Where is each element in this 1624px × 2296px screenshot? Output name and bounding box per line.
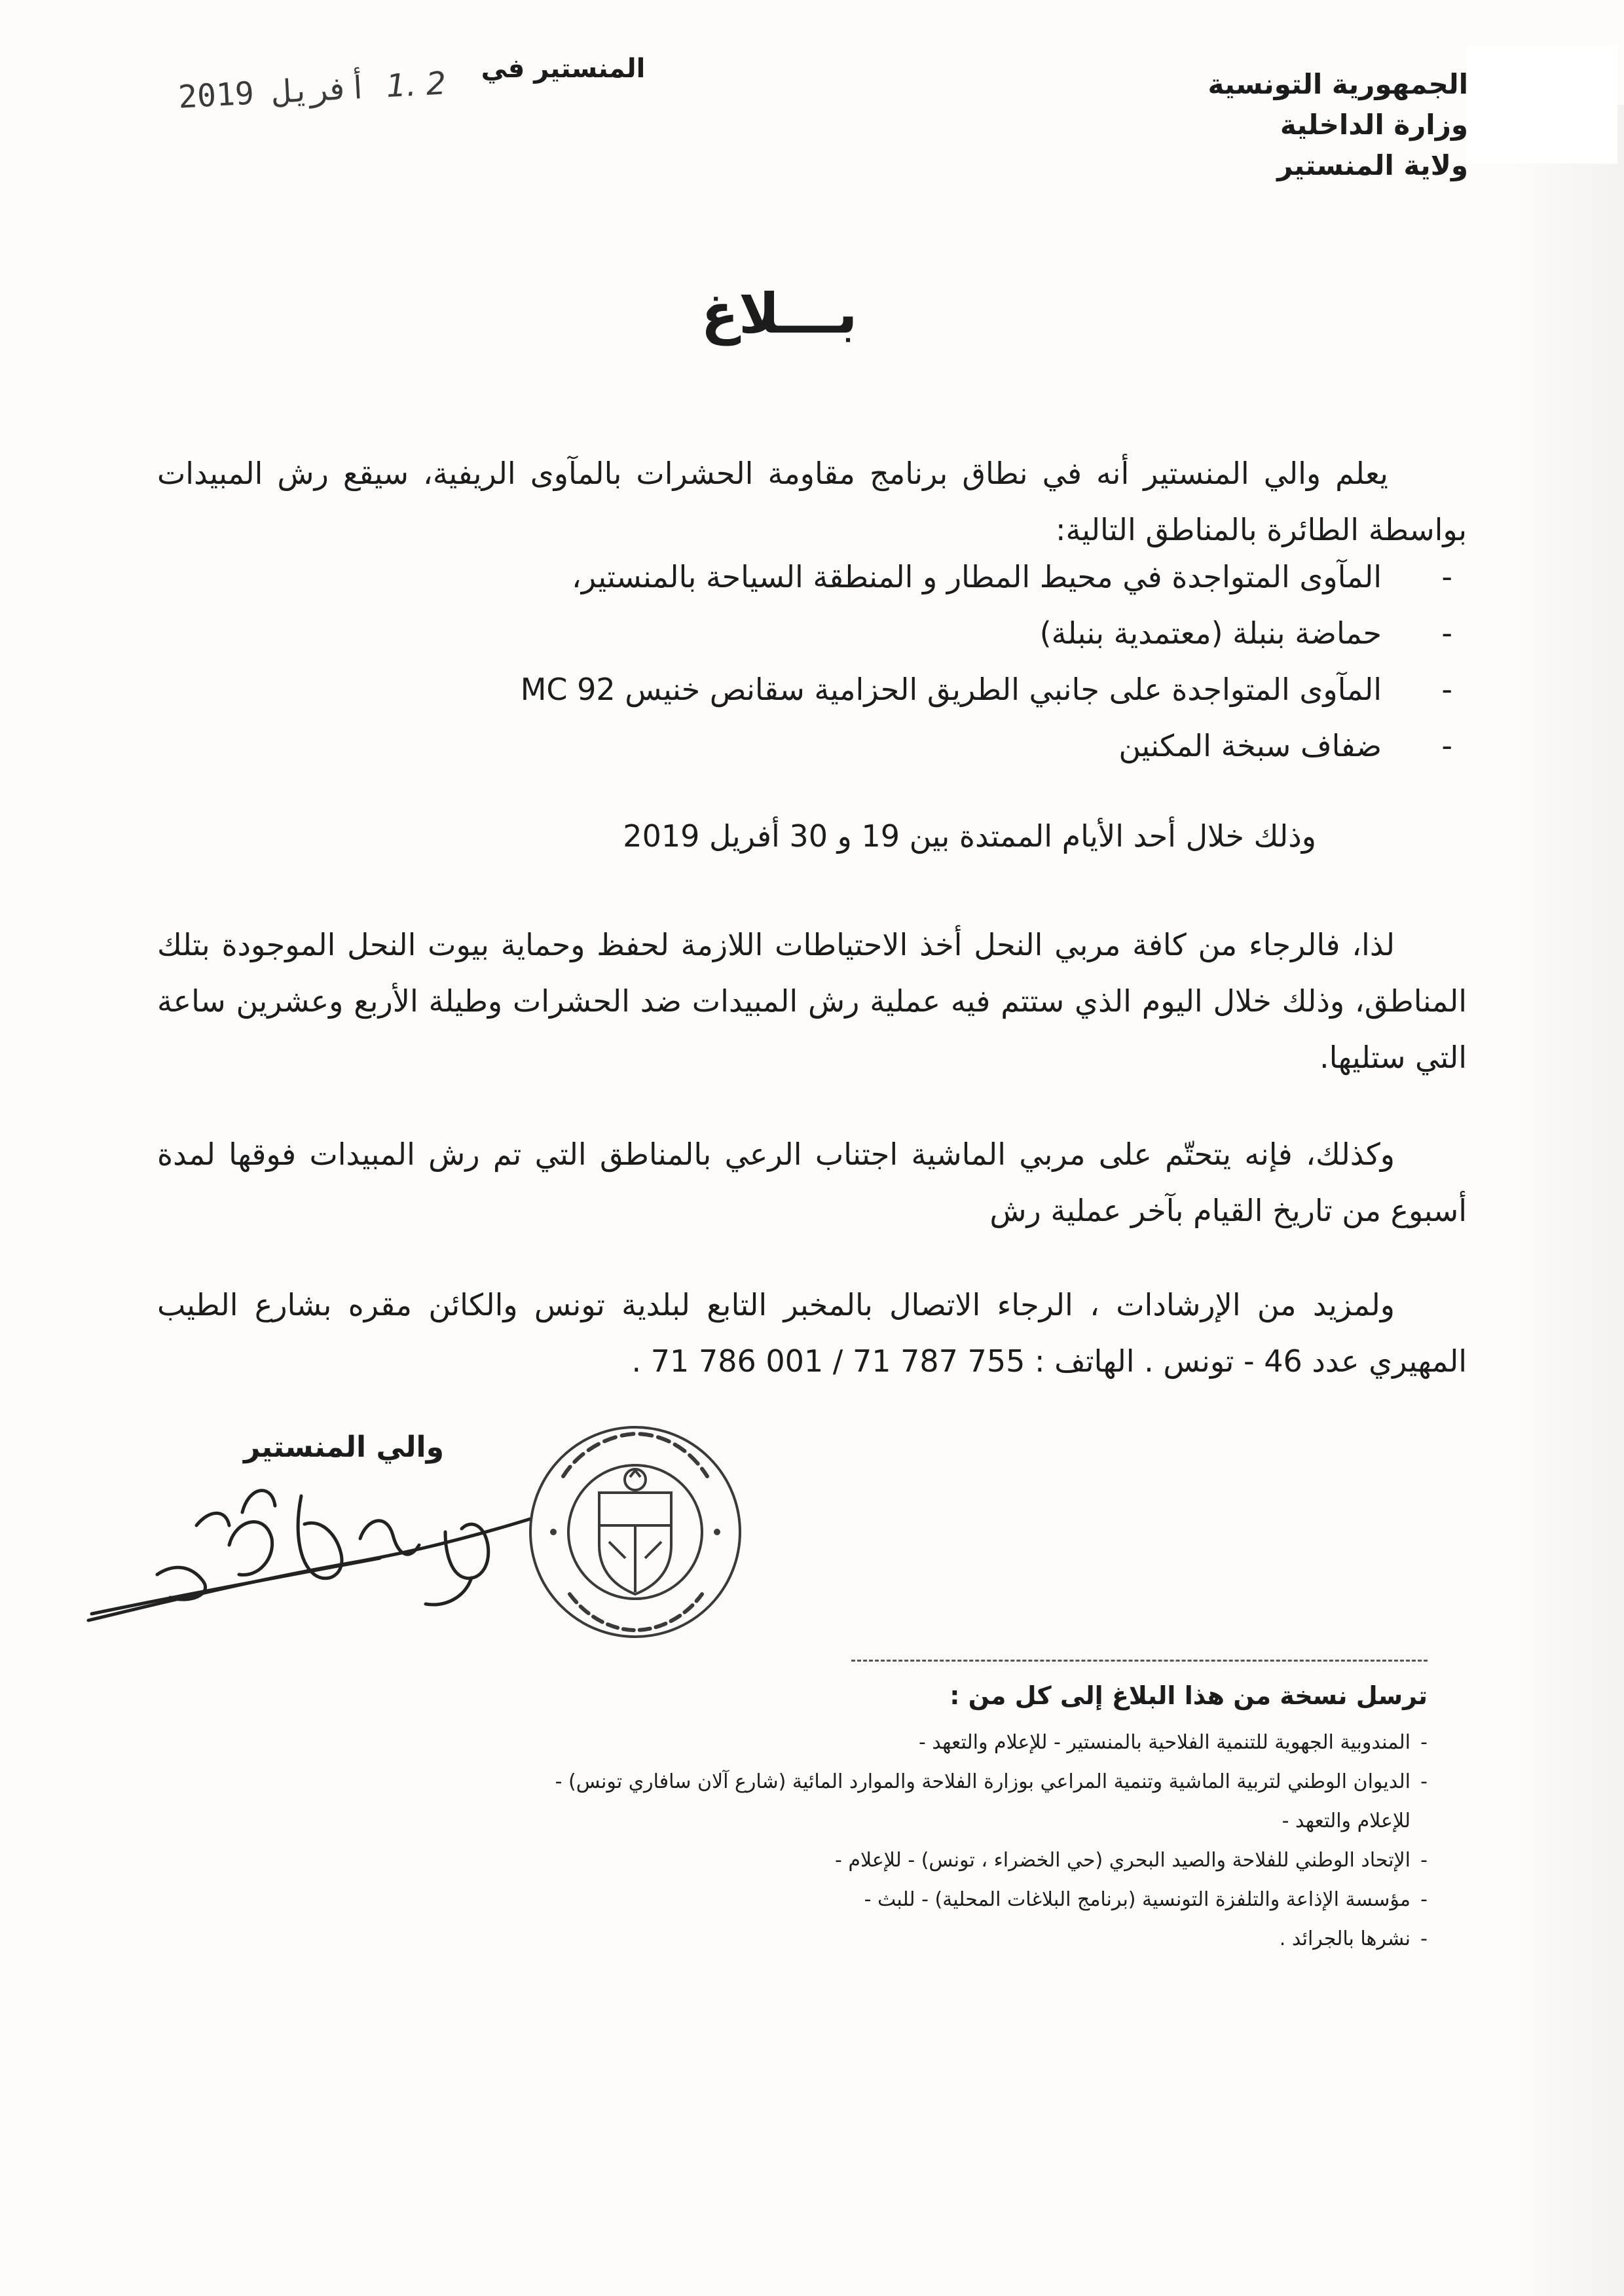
- date-range: وذلك خلال أحد الأيام الممتدة بين 19 و 30 أفريل 2019: [623, 818, 1316, 854]
- livestock-text: وكذلك، فإنه يتحتّم على مربي الماشية اجتناب الرعي بالمناطق التي تم رش المبيدات فوقها لمدة أسبوع من تاريخ القيام بآخر عملية رش: [157, 1137, 1467, 1228]
- distribution-divider: [851, 1660, 1428, 1662]
- date-stamp-year: 2019: [177, 75, 255, 116]
- date-stamp: [177, 65, 447, 115]
- contact-paragraph: [157, 1277, 1467, 1389]
- areas-list: [347, 549, 1460, 774]
- signatory-title: والي المنستير: [244, 1430, 444, 1464]
- area-item: - المآوى المتواجدة على جانبي الطريق الحزامية سقانص خنيس MC 92: [347, 661, 1460, 718]
- blank-patch: [1467, 46, 1617, 164]
- intro-line-2: بواسطة الطائرة بالمناطق التالية:: [1055, 512, 1467, 547]
- beekeepers-paragraph: [157, 917, 1467, 1085]
- distribution-item: - مؤسسة الإذاعة والتلفزة التونسية (برنامج البلاغات المحلية) - للبث -: [511, 1880, 1428, 1920]
- distribution-list: [511, 1723, 1428, 1959]
- distribution-item: - نشرها بالجرائد .: [511, 1920, 1428, 1959]
- handwritten-signature: [79, 1447, 550, 1643]
- contact-text: ولمزيد من الإرشادات ، الرجاء الاتصال بالمخبر التابع لبلدية تونس والكائن مقره بشارع الطيب المهيري عدد 46 - تونس . الهاتف : 755 787 71 / 001 786 71 .: [157, 1287, 1467, 1379]
- issuer-header: [1128, 64, 1468, 186]
- livestock-paragraph: [157, 1126, 1467, 1239]
- area-item: - حماضة بنبلة (معتمدية بنبلة): [347, 605, 1460, 661]
- area-item: - المآوى المتواجدة في محيط المطار و المنطقة السياحة بالمنستير،: [347, 549, 1460, 605]
- distribution-heading: ترسل نسخة من هذا البلاغ إلى كل من :: [950, 1681, 1428, 1710]
- place-line: المنستير في: [481, 54, 646, 84]
- intro-line-1: يعلم والي المنستير أنه في نطاق برنامج مقاومة الحشرات بالمآوى الريفية، سيقع رش المبيدات: [157, 456, 1388, 491]
- intro-paragraph: [157, 445, 1467, 558]
- date-stamp-month: أفريل: [272, 69, 369, 111]
- distribution-item: - المندوبية الجهوية للتنمية الفلاحية بالمنستير - للإعلام والتعهد -: [511, 1723, 1428, 1762]
- governorate-line: ولاية المنستير: [1277, 149, 1468, 181]
- official-seal: [517, 1414, 753, 1650]
- document-title: بـــلاغ: [701, 282, 858, 346]
- distribution-item: - الإتحاد الوطني للفلاحة والصيد البحري (حي الخضراء ، تونس) - للإعلام -: [511, 1841, 1428, 1880]
- area-item: - ضفاف سبخة المكنين: [347, 718, 1460, 774]
- scan-edge-shadow: [1506, 105, 1624, 2296]
- ministry-line: وزارة الداخلية: [1280, 109, 1468, 141]
- distribution-item: - الديوان الوطني لتربية الماشية وتنمية المراعي بوزارة الفلاحة والموارد المائية (شارع آلان سافاري تونس) - للإعلام والتعهد -: [511, 1762, 1428, 1841]
- beekeepers-text: لذا، فالرجاء من كافة مربي النحل أخذ الاحتياطات اللازمة لحفظ وحماية بيوت النحل الموجودة بتلك المناطق، وذلك خلال اليوم الذي ستتم فيه عملية رش المبيدات ضد الحشرات وطيلة الأربع وعشرين ساعة التي ستليها.: [157, 927, 1467, 1075]
- republic-line: الجمهورية التونسية: [1208, 68, 1468, 100]
- date-stamp-day: 1. 2: [385, 65, 447, 105]
